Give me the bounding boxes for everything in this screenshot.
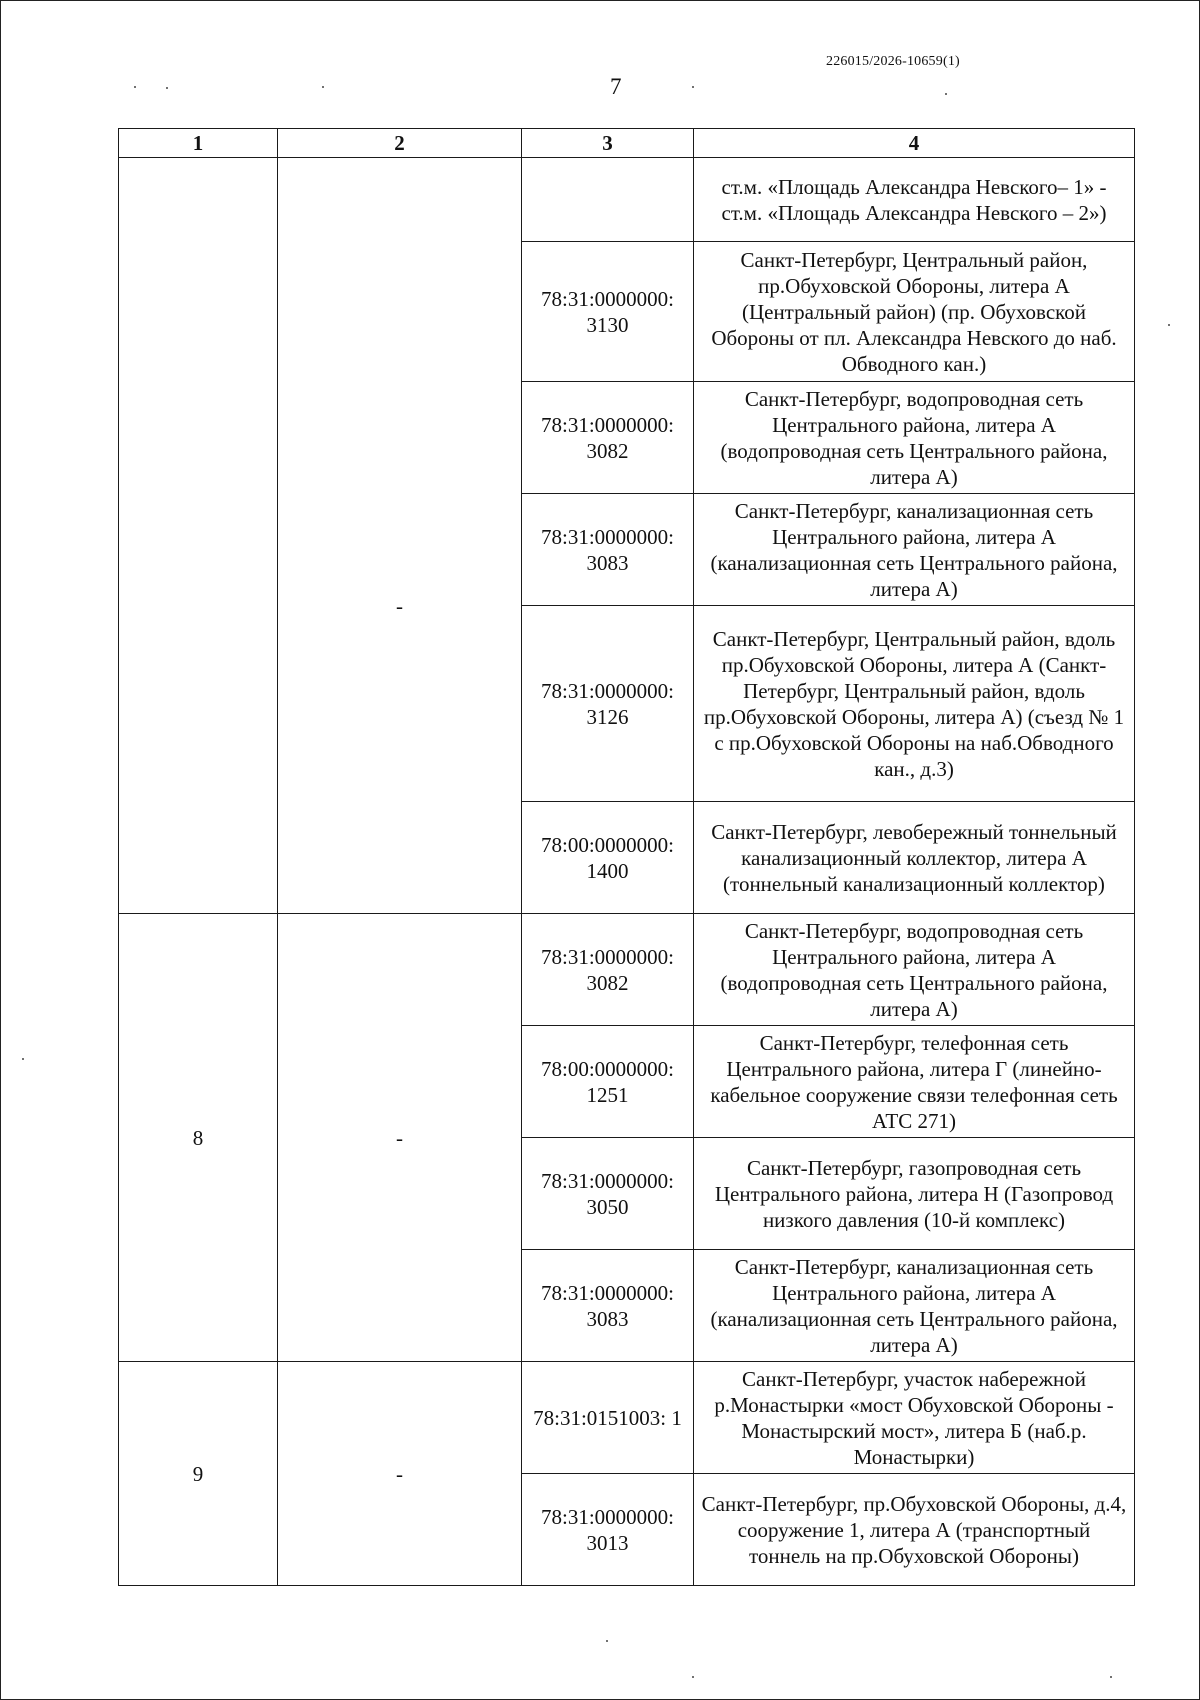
document-number: 226015/2026-10659(1) xyxy=(826,54,960,69)
scan-speck xyxy=(945,93,947,95)
address-cell: ст.м. «Площадь Александра Невского– 1» - ст.м. «Площадь Александра Невского – 2») xyxy=(694,158,1135,242)
cadastral-number-cell: 78:31:0000000: 3083 xyxy=(522,494,694,606)
page-number: 7 xyxy=(610,74,622,99)
column-header-3: 3 xyxy=(522,129,694,158)
cadastral-number-cell: 78:31:0000000: 3013 xyxy=(522,1474,694,1586)
cadastral-number-cell xyxy=(522,158,694,242)
cadastral-number-cell: 78:31:0151003: 1 xyxy=(522,1362,694,1474)
scan-speck xyxy=(606,1640,608,1642)
group-col2-cell: - xyxy=(278,914,522,1362)
cadastral-number-cell: 78:31:0000000: 3082 xyxy=(522,914,694,1026)
address-cell: Санкт-Петербург, водопроводная сеть Центрального района, литера А (водопроводная сеть Центрального района, литера А) xyxy=(694,382,1135,494)
address-cell: Санкт-Петербург, канализационная сеть Центрального района, литера А (канализационная сеть Центрального района, литера А) xyxy=(694,494,1135,606)
scan-speck xyxy=(1110,1676,1112,1678)
address-cell: Санкт-Петербург, участок набережной р.Монастырки «мост Обуховской Обороны - Монастырский мост», литера Б (наб.р. Монастырки) xyxy=(694,1362,1135,1474)
column-header-4: 4 xyxy=(694,129,1135,158)
address-cell: Санкт-Петербург, левобережный тоннельный канализационный коллектор, литера А (тоннельный канализационный коллектор) xyxy=(694,802,1135,914)
group-col2-cell: - xyxy=(278,1362,522,1586)
group-number-cell xyxy=(119,158,278,914)
scan-speck xyxy=(692,1676,694,1678)
group-col2-cell: - xyxy=(278,158,522,914)
scan-speck xyxy=(322,86,324,88)
address-cell: Санкт-Петербург, канализационная сеть Центрального района, литера А (канализационная сеть Центрального района, литера А) xyxy=(694,1250,1135,1362)
scan-speck xyxy=(166,87,168,89)
cadastral-number-cell: 78:31:0000000: 3050 xyxy=(522,1138,694,1250)
cadastral-number-cell: 78:31:0000000: 3083 xyxy=(522,1250,694,1362)
address-cell: Санкт-Петербург, водопроводная сеть Центрального района, литера А (водопроводная сеть Центрального района, литера А) xyxy=(694,914,1135,1026)
scan-speck xyxy=(1168,324,1170,326)
table-row xyxy=(119,1362,1135,1474)
cadastral-number-cell: 78:31:0000000: 3082 xyxy=(522,382,694,494)
property-table xyxy=(118,128,1135,1586)
address-cell: Санкт-Петербург, Центральный район, пр.Обуховской Обороны, литера А (Центральный район) (пр. Обуховской Обороны от пл. Александра Невского до наб. Обводного кан.) xyxy=(694,242,1135,382)
scan-speck xyxy=(22,1058,24,1060)
address-cell: Санкт-Петербург, телефонная сеть Центрального района, литера Г (линейно-кабельное сооружение связи телефонная сеть АТС 271) xyxy=(694,1026,1135,1138)
address-cell: Санкт-Петербург, Центральный район, вдоль пр.Обуховской Обороны, литера А (Санкт-Петербург, Центральный район, вдоль пр.Обуховской Обороны, литера А) (съезд № 1 с пр.Обуховской Обороны на наб.Обводного кан., д.3) xyxy=(694,606,1135,802)
group-number-cell: 8 xyxy=(119,914,278,1362)
column-header-2: 2 xyxy=(278,129,522,158)
table-row xyxy=(119,914,1135,1026)
address-cell: Санкт-Петербург, пр.Обуховской Обороны, д.4, сооружение 1, литера А (транспортный тоннель на пр.Обуховской Обороны) xyxy=(694,1474,1135,1586)
column-header-1: 1 xyxy=(119,129,278,158)
address-cell: Санкт-Петербург, газопроводная сеть Центрального района, литера Н (Газопровод низкого давления (10-й комплекс) xyxy=(694,1138,1135,1250)
cadastral-number-cell: 78:31:0000000: 3130 xyxy=(522,242,694,382)
scan-speck xyxy=(134,86,136,88)
table-row xyxy=(119,158,1135,242)
cadastral-number-cell: 78:31:0000000: 3126 xyxy=(522,606,694,802)
scan-speck xyxy=(692,86,694,88)
cadastral-number-cell: 78:00:0000000: 1400 xyxy=(522,802,694,914)
group-number-cell: 9 xyxy=(119,1362,278,1586)
cadastral-number-cell: 78:00:0000000: 1251 xyxy=(522,1026,694,1138)
table-header-row xyxy=(119,129,1135,158)
